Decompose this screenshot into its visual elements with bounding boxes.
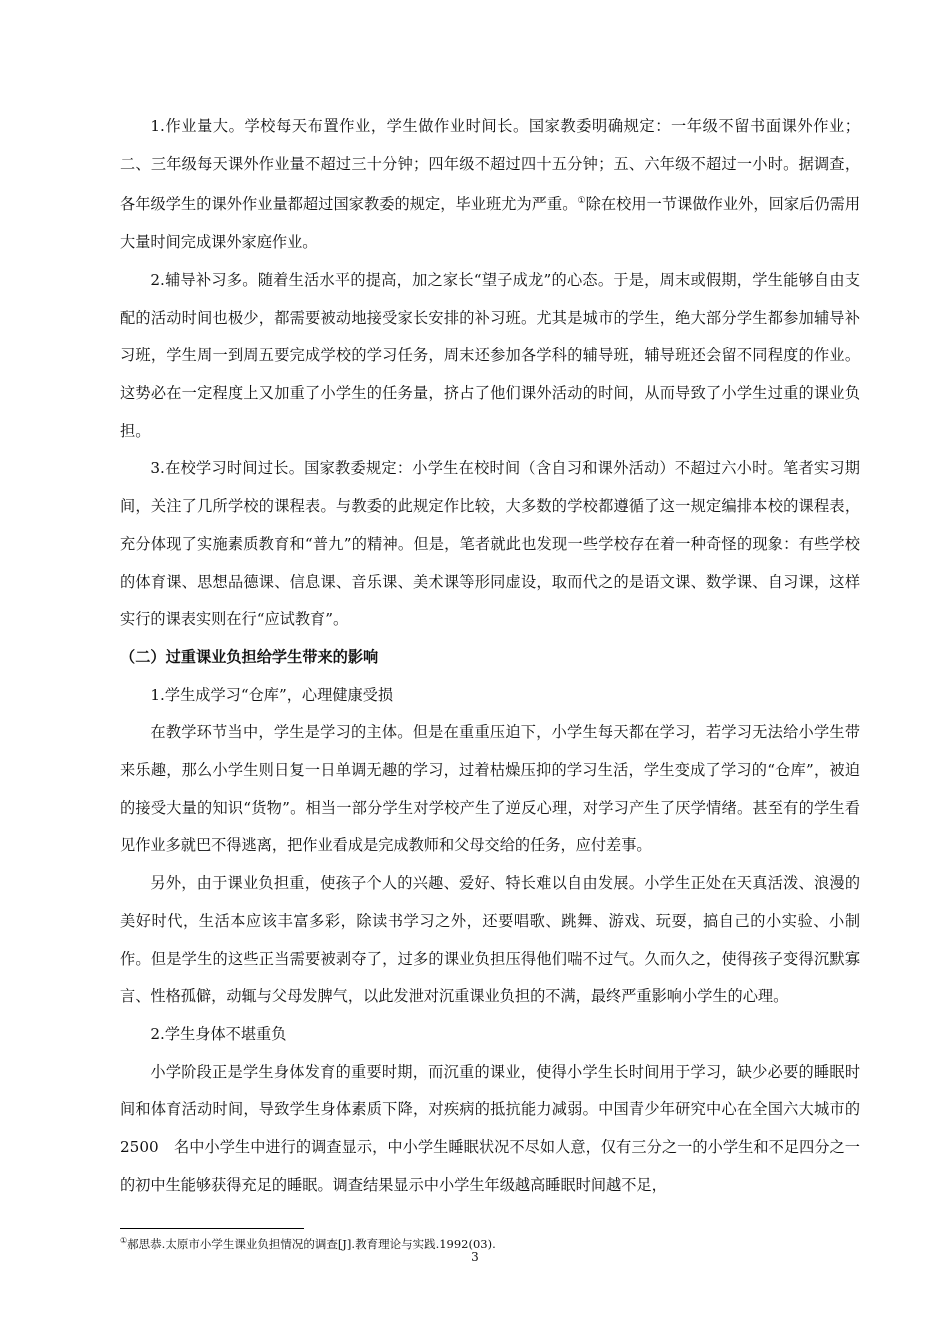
page-number: 3 [471,1250,479,1264]
footnote-divider [120,1228,304,1229]
footnote-marker: ① [120,1236,128,1245]
paragraph-text-tail: 除在校用一节课做作业外，回家后仍需用大量时间完成课外家庭作业。 [120,195,861,252]
paragraph-text: 1.作业量大。学校每天布置作业，学生做作业时间长。国家教委明确规定：一年级不留书面课外作业；二、三年级每天课外作业量不超过三十分钟；四年级不超过四十五分钟；五、六年级不超过一小时。据调查，各年级学生的课外作业量都超过国家教委的规定，毕业班尤为严重。 [120,117,860,214]
subheading-warehouse: 1.学生成学习“仓库”，心理健康受损 [150,685,394,704]
footnote [120,1233,496,1252]
footnote-text: 郝思恭.太原市小学生课业负担情况的调查[J].教育理论与实践.1992(03). [127,1236,496,1251]
subheading-physical: 2.学生身体不堪重负 [150,1024,287,1043]
paragraph-tutoring: 2.辅导补习多。随着生活水平的提高，加之家长“望子成龙”的心态。于是，周末或假期，学生能够自由支配的活动时间也极少，都需要被动地接受家长安排的补习班。尤其是城市的学生，绝大部分学生都参加辅导补习班，学生周一到周五要完成学校的学习任务，周末还参加各学科的辅导班，辅导班还会留不同程度的作业。这势必在一定程度上又加重了小学生的任务量，挤占了他们课外活动的时间，从而导致了小学生过重的课业负担。 [120,270,860,440]
body-text [120,108,860,1204]
paragraph-school-hours: 3.在校学习时间过长。国家教委规定：小学生在校时间（含自习和课外活动）不超过六小时。笔者实习期间，关注了几所学校的课程表。与教委的此规定作比较，大多数的学校都遵循了这一规定编排本校的课程表，充分体现了实施素质教育和“普九”的精神。但是，笔者就此也发现一些学校存在着一种奇怪的现象：有些学校的体育课、思想品德课、信息课、音乐课、美术课等形同虚设，取而代之的是语文课、数学课、自习课，这样实行的课表实则在行“应试教育”。 [120,459,860,629]
footnote-reference: ① [577,196,586,207]
paragraph-sleep: 小学阶段正是学生身体发育的重要时期，而沉重的课业，使得小学生长时间用于学习，缺少必要的睡眠时间和体育活动时间，导致学生身体素质下降，对疾病的抵抗能力减弱。中国青少年研究中心在全国六大城市的2500 名中小学生中进行的调查显示，中小学生睡眠状况不尽如人意，仅有三分之一的小学生和不足四分之一的初中生能够获得充足的睡眠。调查结果显示中小学生年级越高睡眠时间越不足， [120,1062,860,1194]
paragraph-learning-subject: 在教学环节当中，学生是学习的主体。但是在重重压迫下，小学生每天都在学习，若学习无法给小学生带来乐趣，那么小学生则日复一日单调无趣的学习，过着枯燥压抑的学习生活，学生变成了学习的“仓库”，被迫的接受大量的知识“货物”。相当一部分学生对学校产生了逆反心理，对学习产生了厌学情绪。甚至有的学生看见作业多就巴不得逃离，把作业看成是完成教师和父母交给的任务，应付差事。 [120,723,860,855]
section-heading: （二）过重课业负担给学生带来的影响 [120,647,379,666]
paragraph-interests: 另外，由于课业负担重，使孩子个人的兴趣、爱好、特长难以自由发展。小学生正处在天真活泼、浪漫的美好时代，生活本应该丰富多彩，除读书学习之外，还要唱歌、跳舞、游戏、玩耍，搞自己的小实验、小制作。但是学生的这些正当需要被剥夺了，过多的课业负担压得他们喘不过气。久而久之，使得孩子变得沉默寡言、性格孤僻，动辄与父母发脾气，以此发泄对沉重课业负担的不满，最终严重影响小学生的心理。 [120,874,860,1006]
paragraph-homework [120,108,860,262]
